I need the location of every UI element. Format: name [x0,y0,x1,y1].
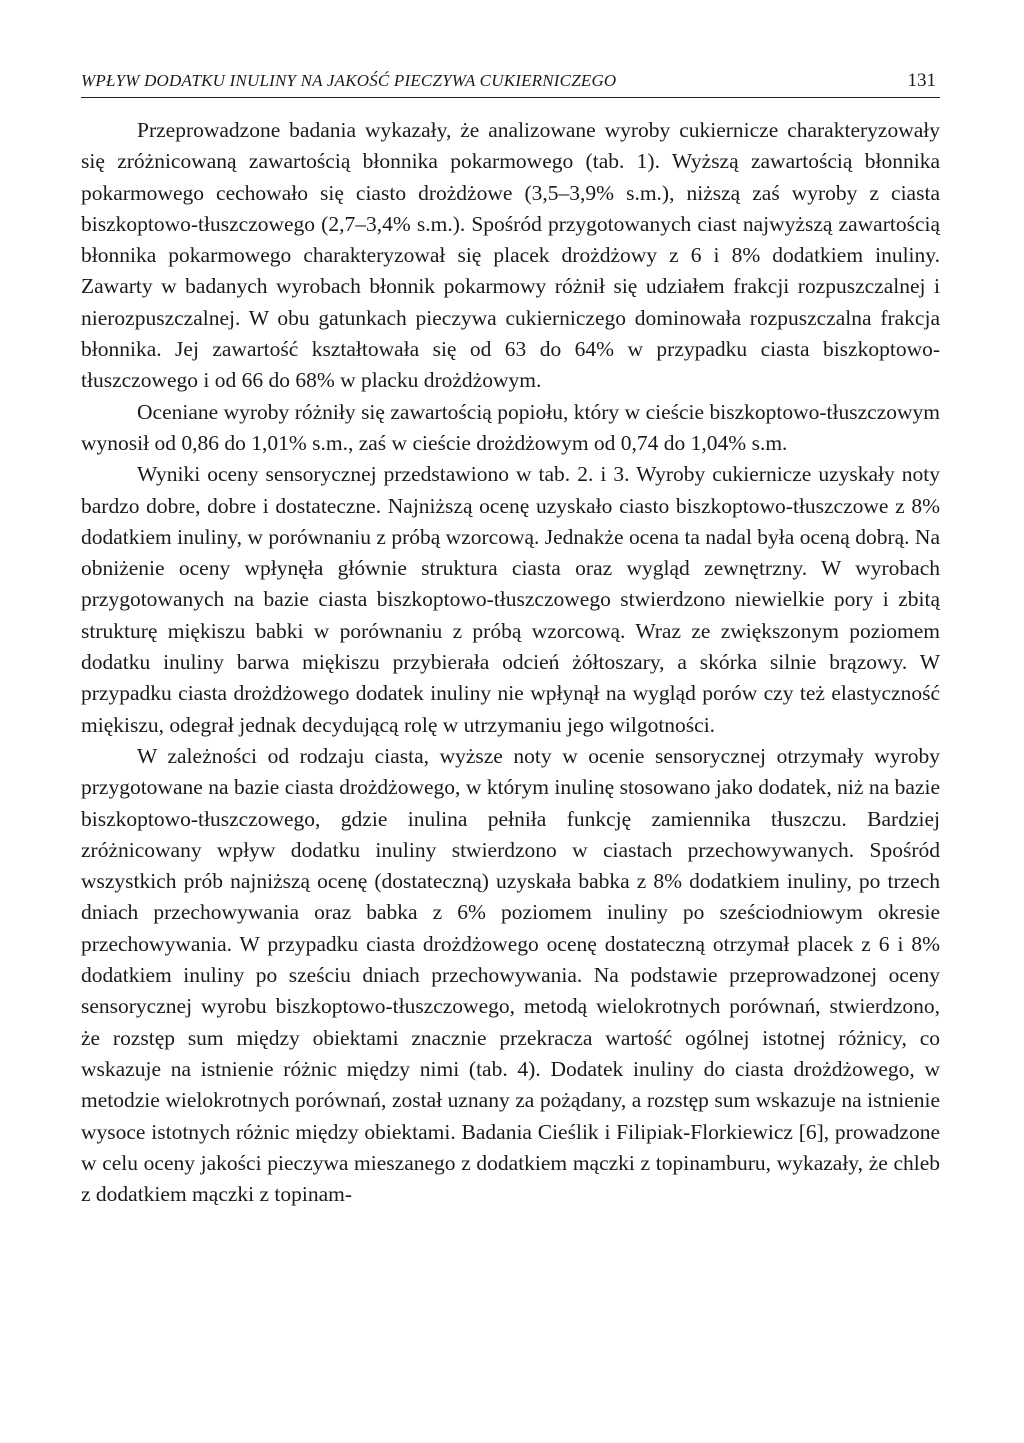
page-number: 131 [907,70,936,91]
paragraph: Wyniki oceny sensorycznej przedstawiono w tab. 2. i 3. Wyroby cukiernicze uzyskały noty bardzo dobre, dobre i dostateczne. Najniższą ocenę uzyskało ciasto biszkoptowo-tłuszczowe z 8% dodatkiem inuliny, w porównaniu z próbą wzorcową. Jednakże ocena ta nadal była oceną dobrą. Na obniżenie oceny wpłynęła głównie struktura ciasta oraz wygląd zewnętrzny. W wyrobach przygotowanych na bazie ciasta biszkoptowo-tłuszczowego stwierdzono niewielkie pory i zbitą strukturę miękiszu babki w porównaniu z próbą wzorcową. Wraz ze zwiększonym poziomem dodatku inuliny barwa miękiszu przybierała odcień żółtoszary, a skórka silnie brązowy. W przypadku ciasta drożdżowego dodatek inuliny nie wpłynął na wygląd porów czy też elastyczność miękiszu, odegrał jednak decydującą rolę w utrzymaniu jego wilgotności. [81,462,940,737]
document-page [81,70,940,1210]
paragraph: Oceniane wyroby różniły się zawartością popiołu, który w cieście biszkoptowo-tłuszczowym wynosił od 0,86 do 1,01% s.m., zaś w cieście drożdżowym od 0,74 do 1,04% s.m. [81,399,940,455]
paragraph: W zależności od rodzaju ciasta, wyższe noty w ocenie sensorycznej otrzymały wyroby przygotowane na bazie ciasta drożdżowego, w którym inulinę stosowano jako dodatek, niż na bazie biszkoptowo-tłuszczowego, gdzie inulina pełniła funkcję zamiennika tłuszczu. Bardziej zróżnicowany wpływ dodatku inuliny stwierdzono w ciastach przechowywanych. Spośród wszystkich prób najniższą ocenę (dostateczną) uzyskała babka z 8% dodatkiem inuliny, po trzech dniach przechowywania oraz babka z 6% poziomem inuliny po sześciodniowym okresie przechowywania. W przypadku ciasta drożdżowego ocenę dostateczną otrzymał placek z 6 i 8% dodatkiem inuliny po sześciu dniach przechowywania. Na podstawie przeprowadzonej oceny sensorycznej wyrobu biszkoptowo-tłuszczowego, metodą wielokrotnych porównań, stwierdzono, że rozstęp sum między obiektami znacznie przekracza wartość ogólnej istotnej różnicy, co wskazuje na istnienie różnic między nimi (tab. 4). Dodatek inuliny do ciasta drożdżowego, w metodzie wielokrotnych porównań, został uznany za pożądany, a rozstęp sum wskazuje na istnienie wysoce istotnych różnic między obiektami. Badania Cieślik i Filipiak-Florkiewicz [6], prowadzone w celu oceny jakości pieczywa mieszanego z dodatkiem mączki z topinamburu, wykazały, że chleb z dodatkiem mączki z topinam- [81,743,940,1207]
body-text [81,115,940,1210]
running-title: WPŁYW DODATKU INULINY NA JAKOŚĆ PIECZYWA CUKIERNICZEGO [81,71,617,90]
paragraph: Przeprowadzone badania wykazały, że analizowane wyroby cukiernicze charakteryzowały się zróżnicowaną zawartością błonnika pokarmowego (tab. 1). Wyższą zawartością błonnika pokarmowego cechowało się ciasto drożdżowe (3,5–3,9% s.m.), niższą zaś wyroby z ciasta biszkoptowo-tłuszczowego (2,7–3,4% s.m.). Spośród przygotowanych ciast najwyższą zawartością błonnika pokarmowego charakteryzował się placek drożdżowy z 6 i 8% dodatkiem inuliny. Zawarty w badanych wyrobach błonnik pokarmowy różnił się udziałem frakcji rozpuszczalnej i nierozpuszczalnej. W obu gatunkach pieczywa cukierniczego dominowała rozpuszczalna frakcja błonnika. Jej zawartość kształtowała się od 63 do 64% w przypadku ciasta biszkoptowo-tłuszczowego i od 66 do 68% w placku drożdżowym. [81,118,940,393]
running-header [81,70,940,98]
